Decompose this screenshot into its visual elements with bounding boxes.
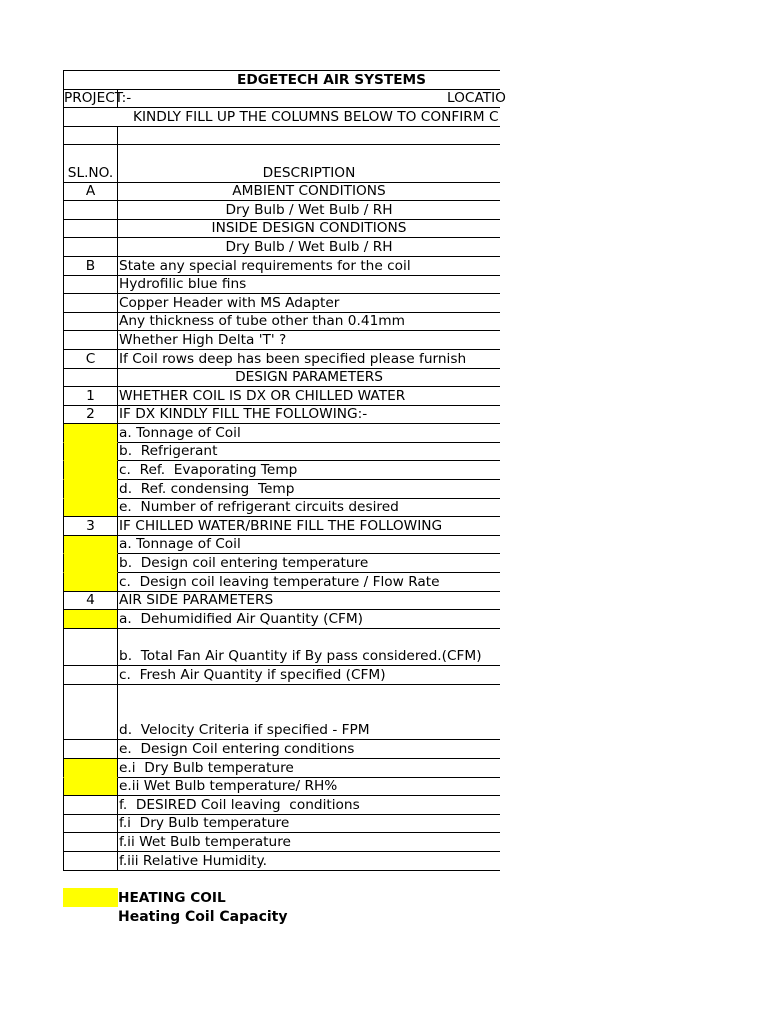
description-cell xyxy=(118,536,500,555)
table-row xyxy=(63,387,500,406)
table-row xyxy=(63,183,500,202)
sl-no-cell xyxy=(63,276,118,295)
highlighted-sl-no-cell xyxy=(63,536,118,555)
highlighted-sl-no-cell xyxy=(63,480,118,499)
header-description: DESCRIPTION xyxy=(262,164,356,181)
description-text: e.i Dry Bulb temperature xyxy=(119,759,294,776)
table-row xyxy=(63,815,500,834)
table-row xyxy=(63,480,500,499)
sl-no-cell xyxy=(63,201,118,220)
sl-no-value: 1 xyxy=(86,387,95,404)
sl-no-cell xyxy=(63,815,118,834)
highlighted-sl-no-cell xyxy=(63,554,118,573)
sl-no-cell xyxy=(63,592,118,611)
location-label: LOCATIO xyxy=(447,90,506,107)
heating-coil-capacity-sl-cell xyxy=(63,907,118,926)
title-row xyxy=(63,71,500,90)
table-row xyxy=(63,852,500,871)
sl-no-cell xyxy=(63,852,118,871)
description-text: IF CHILLED WATER/BRINE FILL THE FOLLOWING xyxy=(119,517,443,534)
header-sl-no-cell xyxy=(63,145,118,182)
description-cell xyxy=(118,554,500,573)
sl-no-cell xyxy=(63,387,118,406)
header-sl-no: SL.NO. xyxy=(67,164,114,181)
table-row xyxy=(63,313,500,332)
sl-no-cell xyxy=(63,294,118,313)
table-row xyxy=(63,666,500,685)
table-row xyxy=(63,573,500,592)
description-cell xyxy=(118,331,500,350)
description-cell xyxy=(118,833,500,852)
description-cell xyxy=(118,480,500,499)
table-row xyxy=(63,294,500,313)
sl-no-cell xyxy=(63,833,118,852)
sl-no-cell xyxy=(63,740,118,759)
table-row xyxy=(63,685,500,741)
heating-coil-section xyxy=(63,888,500,925)
description-cell xyxy=(118,238,500,257)
sl-no-cell xyxy=(63,350,118,369)
description-cell xyxy=(118,461,500,480)
description-cell xyxy=(118,201,500,220)
description-text: IF DX KINDLY FILL THE FOLLOWING:- xyxy=(119,406,368,423)
description-text: If Coil rows deep has been specified please furnish xyxy=(119,350,467,367)
header-row xyxy=(63,145,500,182)
description-cell xyxy=(118,387,500,406)
description-text: WHETHER COIL IS DX OR CHILLED WATER xyxy=(119,387,406,404)
table-row xyxy=(63,201,500,220)
highlighted-sl-no-cell xyxy=(63,610,118,629)
section-heading: INSIDE DESIGN CONDITIONS xyxy=(211,220,407,237)
instruction-cell xyxy=(63,108,500,127)
section-heading: AMBIENT CONDITIONS xyxy=(232,183,386,200)
description-text: f.ii Wet Bulb temperature xyxy=(119,833,291,850)
sl-no-cell xyxy=(63,406,118,425)
description-cell xyxy=(118,796,500,815)
sl-no-cell xyxy=(63,183,118,202)
table-row xyxy=(63,369,500,388)
sl-no-cell xyxy=(63,220,118,239)
requirements-sheet xyxy=(63,70,506,871)
table-row xyxy=(63,220,500,239)
sl-no-cell xyxy=(63,331,118,350)
table-row xyxy=(63,406,500,425)
heating-coil-capacity-row xyxy=(63,907,500,926)
sl-no-cell xyxy=(63,313,118,332)
description-cell xyxy=(118,629,500,666)
description-text: e. Number of refrigerant circuits desired xyxy=(119,499,399,516)
sl-no-cell xyxy=(63,127,118,146)
heating-coil-capacity-cell xyxy=(118,907,500,926)
description-text: b. Total Fan Air Quantity if By pass considered.(CFM) xyxy=(119,648,482,664)
sl-no-value: B xyxy=(85,257,96,274)
description-text: f. DESIRED Coil leaving conditions xyxy=(119,796,360,813)
sl-no-value: 2 xyxy=(86,406,95,423)
table-row xyxy=(63,778,500,797)
section-heading: DESIGN PARAMETERS xyxy=(235,369,383,386)
table-row xyxy=(63,443,500,462)
table-row xyxy=(63,554,500,573)
highlighted-sl-no-cell xyxy=(63,778,118,797)
description-cell xyxy=(118,257,500,276)
description-cell xyxy=(118,740,500,759)
description-text: e.ii Wet Bulb temperature/ RH% xyxy=(119,778,338,795)
description-cell xyxy=(118,183,500,202)
description-cell xyxy=(118,778,500,797)
description-text: b. Design coil entering temperature xyxy=(119,555,369,572)
sl-no-value: A xyxy=(85,183,96,200)
highlighted-sl-no-cell xyxy=(63,573,118,592)
description-text: Any thickness of tube other than 0.41mm xyxy=(119,313,405,330)
table-row xyxy=(63,592,500,611)
project-row xyxy=(63,90,506,109)
header-description-cell xyxy=(118,145,500,182)
description-cell xyxy=(118,313,500,332)
description-text: c. Ref. Evaporating Temp xyxy=(119,462,298,479)
description-text: State any special requirements for the coil xyxy=(119,257,411,274)
sl-no-value: 3 xyxy=(86,517,95,534)
description-text: Dry Bulb / Wet Bulb / RH xyxy=(225,201,393,218)
sl-no-cell xyxy=(63,666,118,685)
description-text: c. Fresh Air Quantity if specified (CFM) xyxy=(119,666,386,683)
sl-no-value: 4 xyxy=(86,592,95,609)
sl-no-cell xyxy=(63,517,118,536)
description-cell xyxy=(118,517,500,536)
description-cell xyxy=(118,666,500,685)
sheet-title: EDGETECH AIR SYSTEMS xyxy=(237,71,427,88)
sl-no-cell xyxy=(63,238,118,257)
table-row xyxy=(63,257,500,276)
heating-coil-row xyxy=(63,888,500,907)
table-row xyxy=(63,276,500,295)
heating-coil-heading: HEATING COIL xyxy=(118,889,226,906)
description-text: b. Refrigerant xyxy=(119,443,218,460)
table-row xyxy=(63,610,500,629)
highlighted-sl-no-cell xyxy=(63,424,118,443)
table-row xyxy=(63,833,500,852)
sl-no-cell xyxy=(63,796,118,815)
description-text: c. Design coil leaving temperature / Flow Rate xyxy=(119,573,440,590)
sl-no-value: C xyxy=(85,350,96,367)
description-text: Hydrofilic blue fins xyxy=(119,276,247,293)
sheet-title-cell xyxy=(63,71,500,90)
description-text: f.iii Relative Humidity. xyxy=(119,852,267,869)
description-cell xyxy=(118,369,500,388)
table-row xyxy=(63,350,500,369)
description-cell xyxy=(118,573,500,592)
table-row xyxy=(63,424,500,443)
description-cell xyxy=(118,685,500,741)
table-row xyxy=(63,238,500,257)
description-cell xyxy=(118,276,500,295)
description-cell xyxy=(118,127,500,146)
description-text: f.i Dry Bulb temperature xyxy=(119,815,290,832)
description-cell xyxy=(118,294,500,313)
heating-coil-capacity-label: Heating Coil Capacity xyxy=(118,908,288,925)
description-cell xyxy=(118,852,500,871)
description-text: a. Tonnage of Coil xyxy=(119,536,241,553)
description-cell xyxy=(118,815,500,834)
project-label: PROJECT:- xyxy=(64,90,132,107)
highlighted-sl-no-cell xyxy=(63,759,118,778)
sl-no-cell xyxy=(63,629,118,666)
description-cell xyxy=(118,592,500,611)
description-cell xyxy=(118,499,500,518)
description-cell xyxy=(118,610,500,629)
description-text: Copper Header with MS Adapter xyxy=(119,294,340,311)
table-row xyxy=(63,796,500,815)
table-row xyxy=(63,740,500,759)
description-text: e. Design Coil entering conditions xyxy=(119,740,355,757)
blank-row xyxy=(63,127,500,146)
description-cell xyxy=(118,424,500,443)
description-text: d. Ref. condensing Temp xyxy=(119,480,295,497)
description-text: d. Velocity Criteria if specified - FPM xyxy=(119,722,370,739)
description-text: a. Dehumidified Air Quantity (CFM) xyxy=(119,610,364,627)
sl-no-cell xyxy=(63,369,118,388)
table-row xyxy=(63,499,500,518)
description-text: Dry Bulb / Wet Bulb / RH xyxy=(225,238,393,255)
instruction-text: KINDLY FILL UP THE COLUMNS BELOW TO CONFIRM C xyxy=(133,108,499,125)
project-label-cell xyxy=(63,90,132,109)
sl-no-cell xyxy=(63,257,118,276)
table-row xyxy=(63,517,500,536)
description-text: Whether High Delta 'T' ? xyxy=(119,331,287,348)
location-cell xyxy=(118,90,506,109)
description-cell xyxy=(118,406,500,425)
description-text: AIR SIDE PARAMETERS xyxy=(119,592,274,609)
description-cell xyxy=(118,443,500,462)
table-row xyxy=(63,629,500,666)
table-row xyxy=(63,461,500,480)
description-text: a. Tonnage of Coil xyxy=(119,424,241,441)
heating-coil-highlight-cell xyxy=(63,888,118,907)
table-row xyxy=(63,536,500,555)
highlighted-sl-no-cell xyxy=(63,443,118,462)
heating-coil-heading-cell xyxy=(118,888,500,907)
description-cell xyxy=(118,759,500,778)
instruction-row xyxy=(63,108,500,127)
sl-no-cell xyxy=(63,685,118,741)
description-cell xyxy=(118,350,500,369)
table-row xyxy=(63,331,500,350)
highlighted-sl-no-cell xyxy=(63,499,118,518)
table-row xyxy=(63,759,500,778)
description-cell xyxy=(118,220,500,239)
highlighted-sl-no-cell xyxy=(63,461,118,480)
